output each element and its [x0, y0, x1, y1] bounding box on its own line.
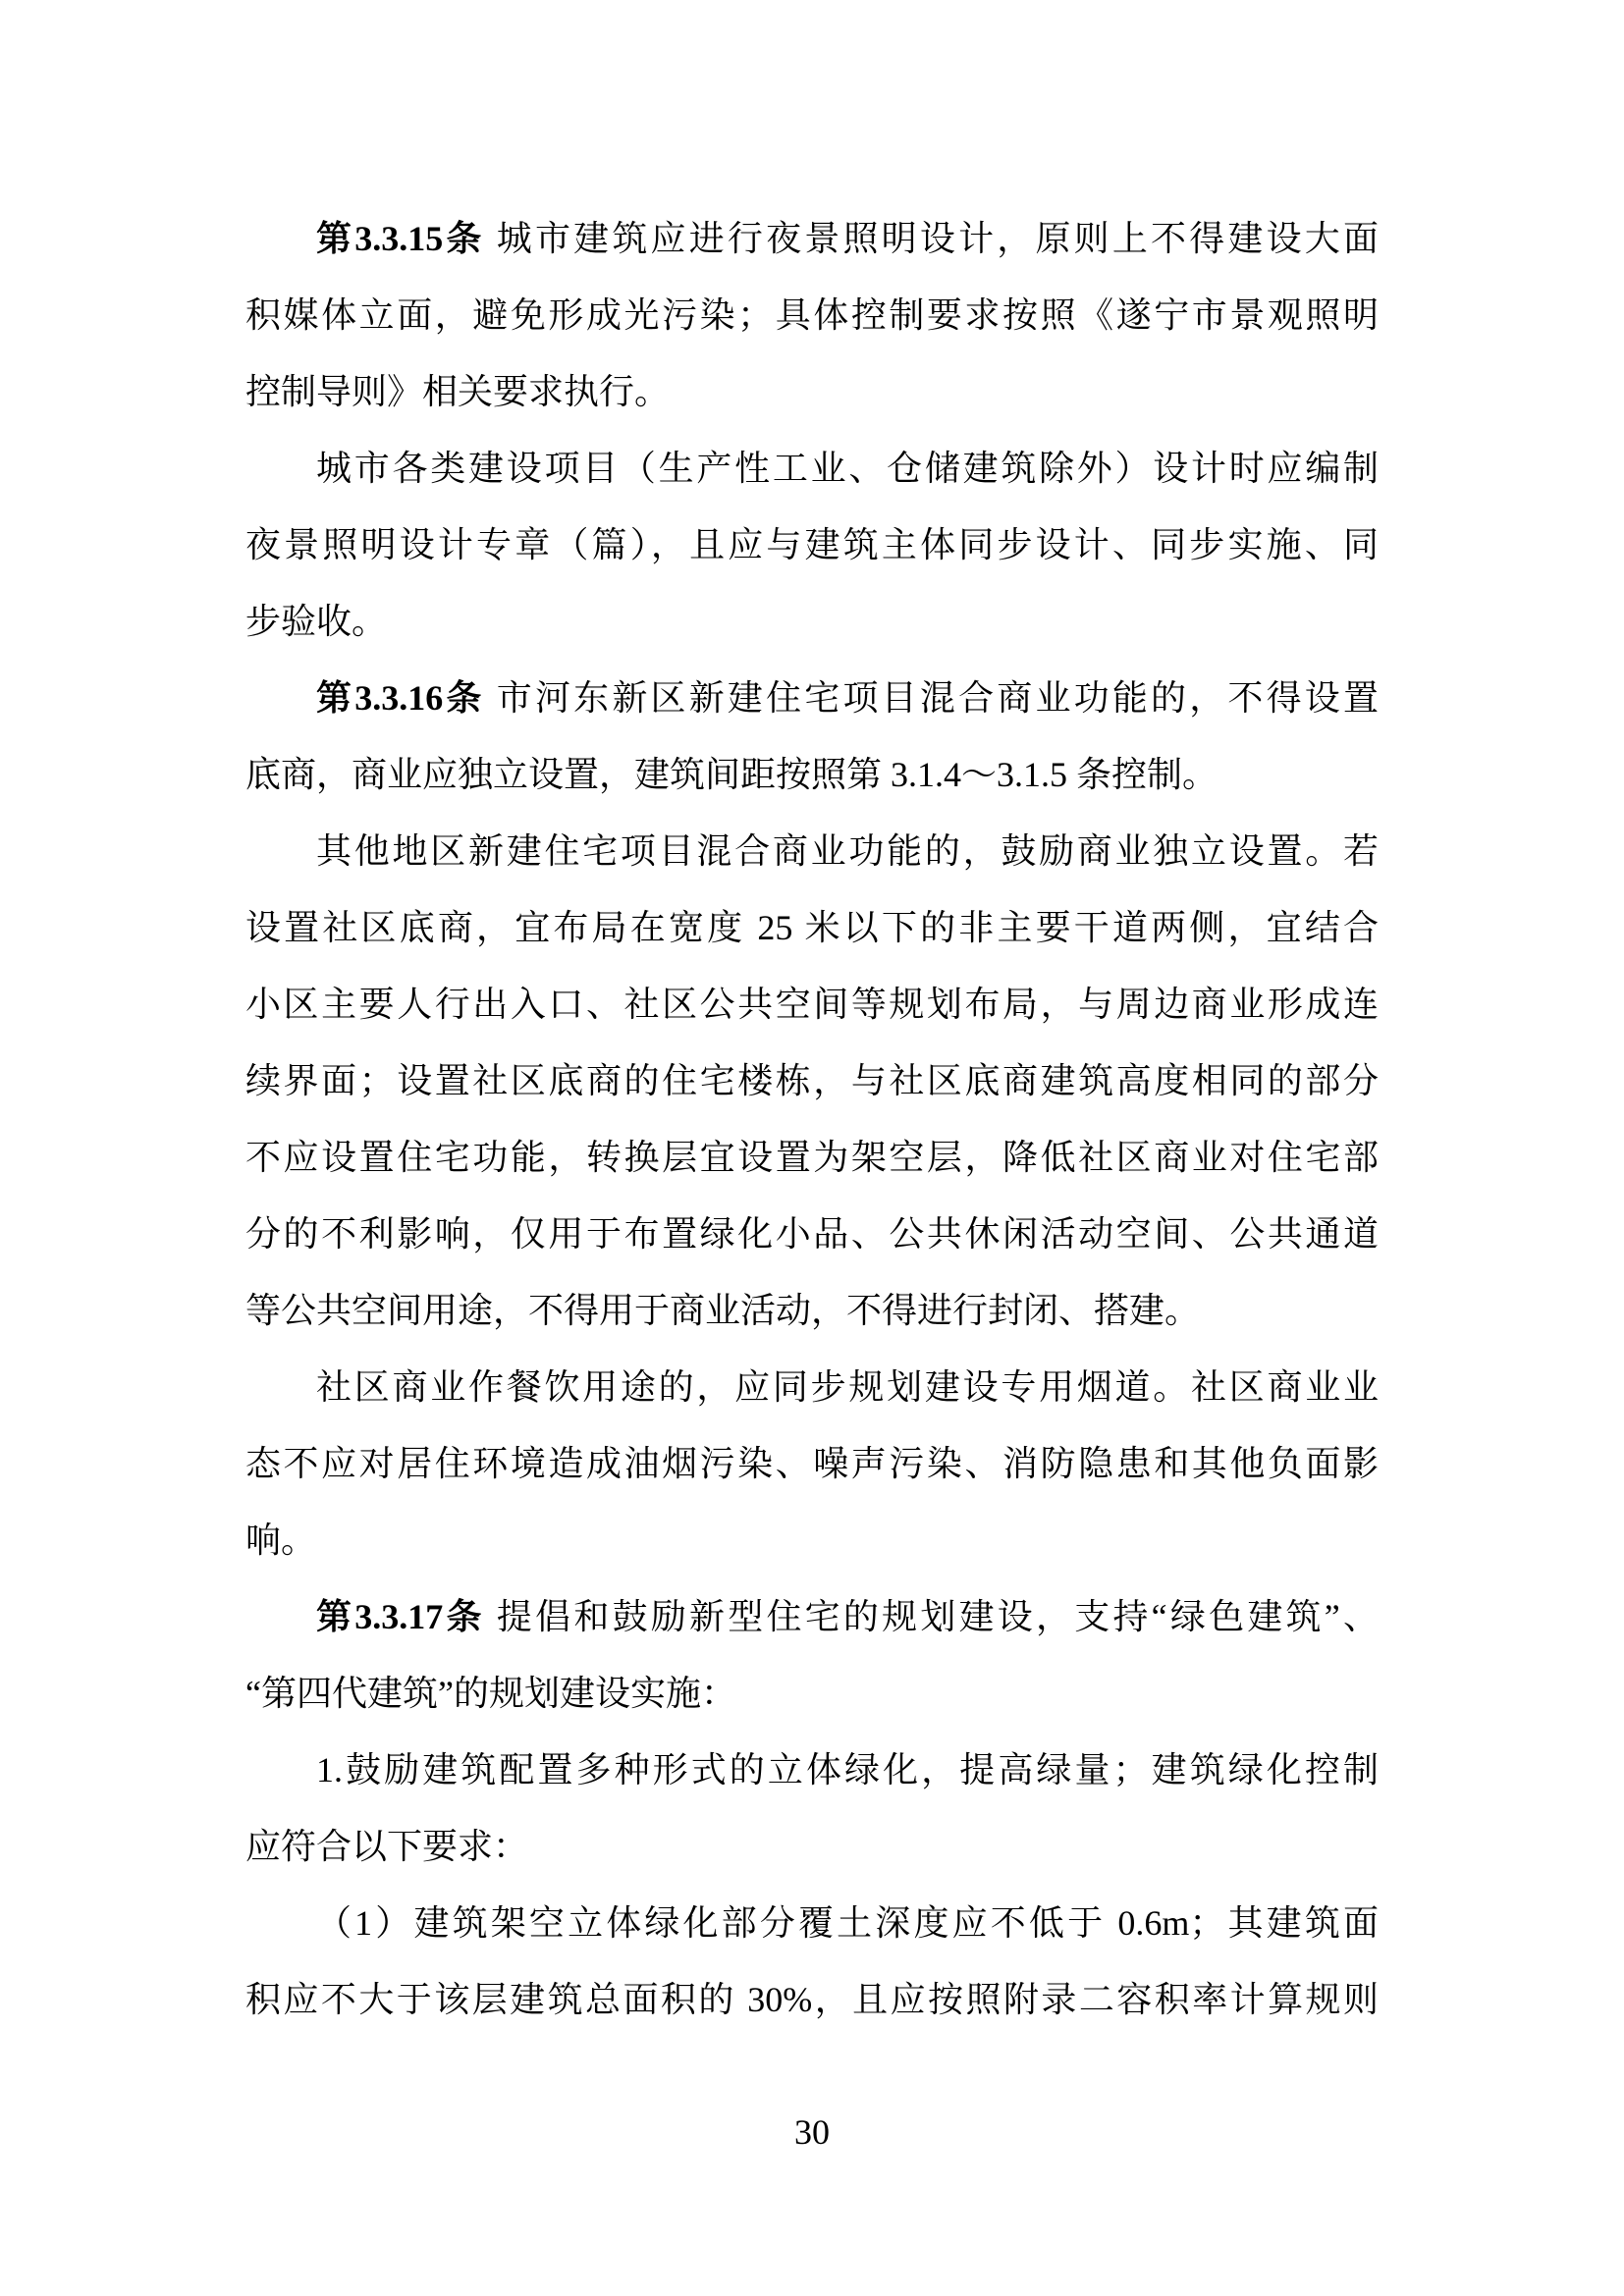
- text-line: [245, 813, 1379, 889]
- paragraph: [245, 813, 1379, 1349]
- text-line: [245, 1502, 1379, 1578]
- text-line: [245, 1961, 1379, 2038]
- paragraph: [245, 1349, 1379, 1578]
- text-line: [245, 507, 1379, 583]
- text-segment: 底商，商业应独立设置，建筑间距按照第 3.1.4～3.1.5 条控制。: [245, 755, 1218, 794]
- text-segment: “第四代建筑”的规划建设实施：: [245, 1674, 736, 1713]
- text-line: [245, 1272, 1379, 1349]
- text-line: [245, 1196, 1379, 1272]
- text-line: [245, 1885, 1379, 1961]
- text-line: [245, 583, 1379, 660]
- paragraph: [245, 1578, 1379, 1732]
- text-content: [245, 200, 1379, 2038]
- text-segment: 不应设置住宅功能，转换层宜设置为架空层，降低社区商业对住宅部: [245, 1138, 1379, 1177]
- text-segment: 其他地区新建住宅项目混合商业功能的，鼓励商业独立设置。若: [316, 831, 1379, 871]
- text-segment: 城市建筑应进行夜景照明设计，原则上不得建设大面: [484, 219, 1379, 258]
- text-line: [245, 889, 1379, 966]
- text-segment: 夜景照明设计专章（篇），且应与建筑主体同步设计、同步实施、同: [245, 525, 1379, 564]
- text-line: [245, 966, 1379, 1042]
- text-segment: 等公共空间用途，不得用于商业活动，不得进行封闭、搭建。: [245, 1291, 1201, 1330]
- text-line: [245, 1655, 1379, 1732]
- text-segment: 步验收。: [245, 602, 388, 641]
- text-line: [245, 353, 1379, 430]
- text-segment: 分的不利影响，仅用于布置绿化小品、公共休闲活动空间、公共通道: [245, 1214, 1379, 1254]
- text-line: [245, 277, 1379, 353]
- text-segment: 态不应对居住环境造成油烟污染、噪声污染、消防隐患和其他负面影: [245, 1444, 1379, 1483]
- text-line: [245, 1119, 1379, 1196]
- text-line: [245, 1732, 1379, 1808]
- text-line: [245, 1349, 1379, 1425]
- page-number: 30: [794, 2112, 830, 2152]
- paragraph: [245, 430, 1379, 660]
- text-segment: 积应不大于该层建筑总面积的 30%，且应按照附录二容积率计算规则: [245, 1980, 1379, 2019]
- text-segment: 设置社区底商，宜布局在宽度 25 米以下的非主要干道两侧，宜结合: [245, 908, 1379, 947]
- text-segment: 应符合以下要求：: [245, 1827, 529, 1866]
- text-segment: 1.鼓励建筑配置多种形式的立体绿化，提高绿量；建筑绿化控制: [316, 1750, 1379, 1789]
- paragraph: [245, 200, 1379, 430]
- text-line: [245, 1578, 1379, 1655]
- text-line: [245, 1808, 1379, 1885]
- text-line: [245, 430, 1379, 507]
- text-segment: 社区商业作餐饮用途的，应同步规划建设专用烟道。社区商业业: [316, 1367, 1379, 1407]
- text-segment: 续界面；设置社区底商的住宅楼栋，与社区底商建筑高度相同的部分: [245, 1061, 1379, 1100]
- text-line: [245, 200, 1379, 277]
- clause-number: 第3.3.17条: [316, 1597, 485, 1636]
- paragraph: [245, 1732, 1379, 1885]
- text-line: [245, 1042, 1379, 1119]
- clause-number: 第3.3.15条: [316, 219, 485, 258]
- text-line: [245, 736, 1379, 813]
- text-segment: 响。: [245, 1521, 317, 1560]
- text-segment: 市河东新区新建住宅项目混合商业功能的，不得设置: [484, 678, 1379, 718]
- paragraph: [245, 1885, 1379, 2038]
- text-line: [245, 1425, 1379, 1502]
- paragraph: [245, 660, 1379, 813]
- text-segment: 小区主要人行出入口、社区公共空间等规划布局，与周边商业形成连: [245, 985, 1379, 1024]
- clause-number: 第3.3.16条: [316, 678, 485, 718]
- text-segment: 控制导则》相关要求执行。: [245, 372, 671, 411]
- text-segment: 提倡和鼓励新型住宅的规划建设，支持“绿色建筑”、: [484, 1597, 1379, 1636]
- text-line: [245, 660, 1379, 736]
- text-segment: 积媒体立面，避免形成光污染；具体控制要求按照《遂宁市景观照明: [245, 295, 1379, 335]
- text-segment: （1）建筑架空立体绿化部分覆土深度应不低于 0.6m；其建筑面: [316, 1903, 1379, 1943]
- text-segment: 城市各类建设项目（生产性工业、仓储建筑除外）设计时应编制: [316, 449, 1379, 488]
